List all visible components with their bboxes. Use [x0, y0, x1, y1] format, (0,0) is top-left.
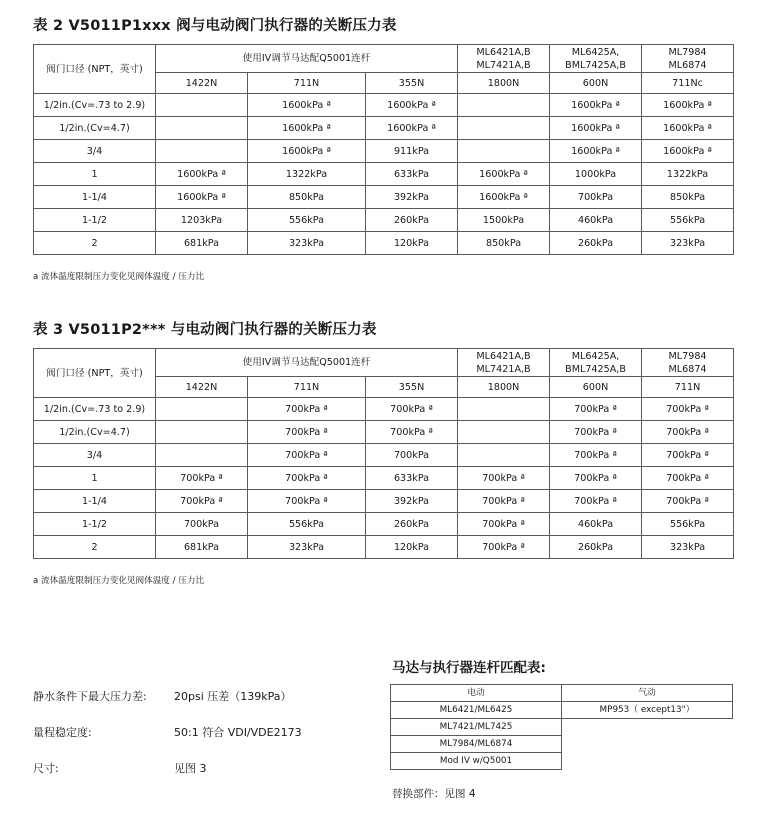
spec-dimensions [33, 760, 207, 776]
pressure-cell: 700kPa ª [156, 490, 248, 513]
pressure-cell: 681kPa [156, 232, 248, 255]
matching-cell: ML6421/ML6425 [391, 702, 562, 719]
pressure-cell: 120kPa [366, 232, 458, 255]
linkage-group-header: 使用IV调节马达配Q5001连杆 [156, 45, 458, 73]
pressure-cell: 700kPa ª [248, 421, 366, 444]
pressure-cell: 1600kPa ª [458, 186, 550, 209]
pressure-cell: 323kPa [642, 232, 734, 255]
spec-label: 量程稳定度: [33, 726, 92, 739]
matching-table [390, 684, 733, 770]
spec-value: 见图 3 [174, 762, 207, 775]
pressure-cell: 700kPa ª [458, 467, 550, 490]
valve-size-cell: 1-1/2 [34, 209, 156, 232]
pressure-cell: 392kPa [366, 186, 458, 209]
table-row [34, 536, 734, 559]
table2-note: a 流体温度限制压力变化见阀体温度 / 压力比 [33, 272, 205, 282]
pressure-cell: 850kPa [248, 186, 366, 209]
force-header: 1422N [156, 73, 248, 94]
force-header: 600N [550, 377, 642, 398]
valve-size-cell: 1/2in.(Cv=4.7) [34, 117, 156, 140]
pressure-cell: 1600kPa ª [550, 140, 642, 163]
table-row [34, 398, 734, 421]
pressure-cell: 700kPa [156, 513, 248, 536]
pressure-cell: 700kPa ª [366, 421, 458, 444]
valve-size-cell: 2 [34, 232, 156, 255]
table-row [34, 421, 734, 444]
valve-size-cell: 2 [34, 536, 156, 559]
force-header: 711N [248, 377, 366, 398]
pressure-cell: 392kPa [366, 490, 458, 513]
force-header: 1800N [458, 73, 550, 94]
table-row [34, 467, 734, 490]
matching-cell: Mod IV w/Q5001 [391, 753, 562, 770]
pressure-cell: 556kPa [248, 209, 366, 232]
pressure-cell [156, 444, 248, 467]
pressure-cell: 556kPa [642, 209, 734, 232]
table3-pressure [33, 348, 734, 559]
pressure-cell [458, 444, 550, 467]
table-row [34, 140, 734, 163]
spec-value: 50:1 符合 VDI/VDE2173 [174, 726, 302, 739]
pressure-cell [156, 94, 248, 117]
force-header: 711N [248, 73, 366, 94]
spec-label: 尺寸: [33, 762, 59, 775]
valve-size-cell: 1/2in.(Cv=4.7) [34, 421, 156, 444]
table-row [34, 490, 734, 513]
pressure-cell: 1000kPa [550, 163, 642, 186]
pressure-cell: 1600kPa ª [156, 163, 248, 186]
pressure-cell: 700kPa ª [550, 444, 642, 467]
pressure-cell: 260kPa [550, 536, 642, 559]
force-header: 1800N [458, 377, 550, 398]
pressure-cell: 700kPa ª [366, 398, 458, 421]
pressure-cell: 120kPa [366, 536, 458, 559]
pressure-cell: 460kPa [550, 209, 642, 232]
table-row [391, 736, 733, 753]
pressure-cell: 260kPa [366, 209, 458, 232]
pressure-cell: 700kPa ª [458, 536, 550, 559]
actuator-model-header: ML6425A, BML7425A,B [550, 45, 642, 73]
pressure-cell: 1600kPa ª [156, 186, 248, 209]
pressure-cell [156, 398, 248, 421]
pressure-cell: 850kPa [458, 232, 550, 255]
pressure-cell: 700kPa ª [642, 444, 734, 467]
valve-size-cell: 1-1/2 [34, 513, 156, 536]
pressure-cell: 700kPa ª [248, 490, 366, 513]
pressure-cell: 700kPa ª [550, 467, 642, 490]
pressure-cell: 1600kPa ª [366, 94, 458, 117]
pressure-cell: 460kPa [550, 513, 642, 536]
pressure-cell: 1600kPa ª [366, 117, 458, 140]
table-row [34, 186, 734, 209]
table3-note: a 流体温度限制压力变化见阀体温度 / 压力比 [33, 576, 205, 586]
pressure-cell: 700kPa ª [458, 490, 550, 513]
actuator-model-header: ML7984 ML6874 [642, 45, 734, 73]
force-header: 711N [642, 377, 734, 398]
matching-cell: MP953（ except13"） [562, 702, 733, 719]
pressure-cell: 1600kPa ª [550, 94, 642, 117]
pressure-cell: 1600kPa ª [550, 117, 642, 140]
force-header: 355N [366, 73, 458, 94]
matching-cell: ML7984/ML6874 [391, 736, 562, 753]
pressure-cell: 1600kPa ª [642, 140, 734, 163]
pressure-cell: 700kPa ª [642, 398, 734, 421]
pressure-cell: 700kPa ª [550, 490, 642, 513]
valve-size-cell: 1-1/4 [34, 490, 156, 513]
pressure-cell: 700kPa ª [248, 398, 366, 421]
pressure-cell: 700kPa ª [248, 444, 366, 467]
pressure-cell: 1600kPa ª [248, 117, 366, 140]
valve-size-cell: 1 [34, 467, 156, 490]
table-row [34, 513, 734, 536]
spec-value: 20psi 压差（139kPa） [174, 690, 292, 703]
pressure-cell: 700kPa ª [550, 398, 642, 421]
valve-size-header: 阀门口径 (NPT，英寸) [34, 349, 156, 398]
force-header: 355N [366, 377, 458, 398]
pressure-cell: 1600kPa ª [642, 94, 734, 117]
table-row [34, 232, 734, 255]
pressure-cell [156, 117, 248, 140]
pressure-cell: 1600kPa ª [248, 94, 366, 117]
matching-header-pneumatic: 气动 [562, 685, 733, 702]
valve-size-cell: 3/4 [34, 444, 156, 467]
matching-cell [562, 753, 733, 770]
pressure-cell: 700kPa ª [156, 467, 248, 490]
table-row [391, 753, 733, 770]
matching-title: 马达与执行器连杆匹配表: [392, 660, 546, 676]
pressure-cell: 700kPa ª [458, 513, 550, 536]
pressure-cell [458, 140, 550, 163]
valve-size-cell: 3/4 [34, 140, 156, 163]
pressure-cell: 556kPa [642, 513, 734, 536]
valve-size-cell: 1/2in.(Cv=.73 to 2.9) [34, 398, 156, 421]
force-header: 1422N [156, 377, 248, 398]
spec-label: 静水条件下最大压力差: [33, 690, 147, 703]
pressure-cell: 700kPa ª [248, 467, 366, 490]
pressure-cell: 700kPa ª [642, 421, 734, 444]
actuator-model-header: ML6421A,B ML7421A,B [458, 349, 550, 377]
pressure-cell: 556kPa [248, 513, 366, 536]
pressure-cell: 1600kPa ª [248, 140, 366, 163]
matching-cell [562, 736, 733, 753]
table-row [34, 163, 734, 186]
actuator-model-header: ML6425A, BML7425A,B [550, 349, 642, 377]
spec-rangeability [33, 724, 302, 740]
pressure-cell [458, 117, 550, 140]
force-header: 600N [550, 73, 642, 94]
valve-size-header: 阀门口径 (NPT，英寸) [34, 45, 156, 94]
table2-title: 表 2 V5011P1xxx 阀与电动阀门执行器的关断压力表 [33, 18, 397, 34]
matching-cell: ML7421/ML7425 [391, 719, 562, 736]
pressure-cell: 700kPa ª [550, 421, 642, 444]
pressure-cell: 1500kPa [458, 209, 550, 232]
table-row [34, 94, 734, 117]
pressure-cell: 1600kPa ª [458, 163, 550, 186]
pressure-cell: 1322kPa [642, 163, 734, 186]
pressure-cell: 260kPa [366, 513, 458, 536]
force-header: 711Nc [642, 73, 734, 94]
actuator-model-header: ML6421A,B ML7421A,B [458, 45, 550, 73]
pressure-cell: 1322kPa [248, 163, 366, 186]
header-row [34, 45, 734, 73]
pressure-cell: 700kPa ª [642, 490, 734, 513]
pressure-cell: 633kPa [366, 467, 458, 490]
table-row [391, 719, 733, 736]
pressure-cell: 911kPa [366, 140, 458, 163]
pressure-cell: 850kPa [642, 186, 734, 209]
pressure-cell: 1203kPa [156, 209, 248, 232]
pressure-cell: 323kPa [248, 536, 366, 559]
table3-title: 表 3 V5011P2*** 与电动阀门执行器的关断压力表 [33, 322, 377, 338]
pressure-cell: 700kPa ª [642, 467, 734, 490]
header-row [34, 349, 734, 377]
table-row [34, 444, 734, 467]
table-row [34, 209, 734, 232]
pressure-cell: 323kPa [642, 536, 734, 559]
pressure-cell: 681kPa [156, 536, 248, 559]
pressure-cell: 633kPa [366, 163, 458, 186]
valve-size-cell: 1-1/4 [34, 186, 156, 209]
actuator-model-header: ML7984 ML6874 [642, 349, 734, 377]
pressure-cell [458, 94, 550, 117]
valve-size-cell: 1 [34, 163, 156, 186]
pressure-cell: 323kPa [248, 232, 366, 255]
valve-size-cell: 1/2in.(Cv=.73 to 2.9) [34, 94, 156, 117]
table-row [34, 117, 734, 140]
pressure-cell [458, 398, 550, 421]
pressure-cell [458, 421, 550, 444]
pressure-cell: 700kPa [550, 186, 642, 209]
pressure-cell: 700kPa [366, 444, 458, 467]
table2-pressure [33, 44, 734, 255]
matching-header-electric: 电动 [391, 685, 562, 702]
spec-max-pressure [33, 688, 292, 704]
table-row [391, 702, 733, 719]
pressure-cell [156, 421, 248, 444]
replacement-parts: 替换部件：见图 4 [392, 788, 476, 800]
pressure-cell [156, 140, 248, 163]
pressure-cell: 260kPa [550, 232, 642, 255]
matching-cell [562, 719, 733, 736]
linkage-group-header: 使用IV调节马达配Q5001连杆 [156, 349, 458, 377]
pressure-cell: 1600kPa ª [642, 117, 734, 140]
